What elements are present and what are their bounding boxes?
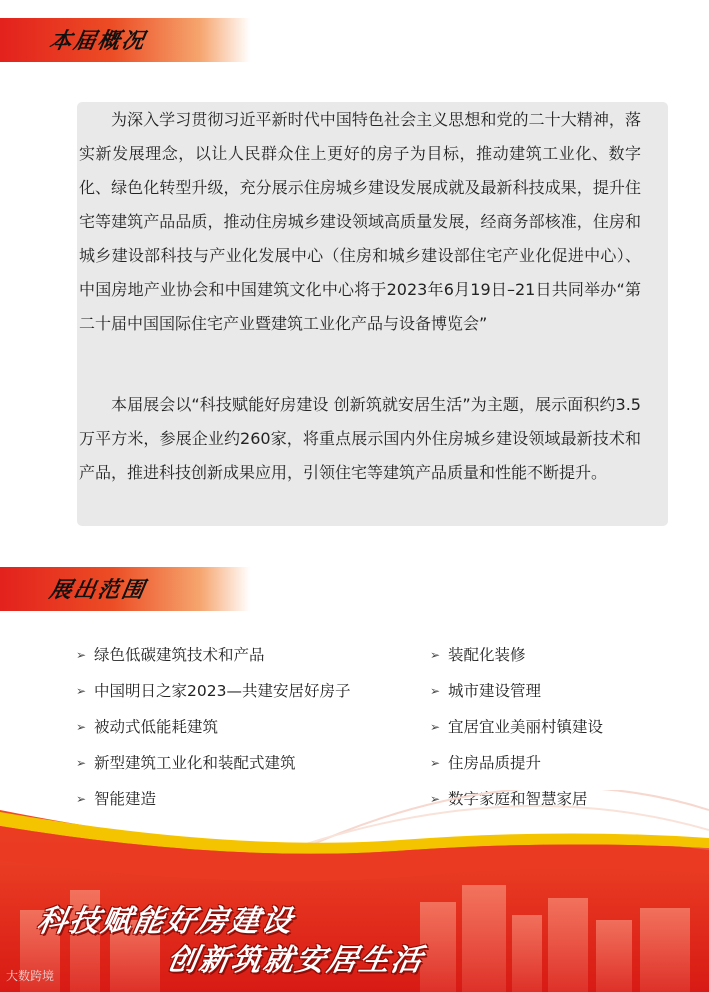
list-item	[430, 673, 700, 709]
section-title-overview: 本届概况	[47, 29, 148, 54]
watermark: 大数跨境	[6, 969, 55, 983]
slogan-line-2: 创新筑就安居生活	[164, 943, 427, 978]
list-item-label: 住房品质提升	[448, 754, 542, 772]
list-item	[430, 637, 700, 673]
arrow-bullet-icon: ➢	[76, 684, 87, 698]
arrow-bullet-icon: ➢	[76, 648, 87, 662]
list-item	[76, 637, 416, 673]
overview-box	[77, 102, 668, 526]
footer-banner	[0, 790, 709, 992]
slogan-line-1: 科技赋能好房建设	[34, 904, 297, 939]
arrow-bullet-icon: ➢	[76, 720, 87, 734]
list-item-label: 被动式低能耗建筑	[94, 718, 219, 736]
arrow-bullet-icon: ➢	[430, 720, 441, 734]
arrow-bullet-icon: ➢	[430, 792, 441, 806]
arrow-bullet-icon: ➢	[76, 756, 87, 770]
list-item-label: 中国明日之家2023—共建安居好房子	[94, 682, 351, 700]
arrow-bullet-icon: ➢	[430, 648, 441, 662]
list-item	[430, 709, 700, 745]
list-item-label: 数字家庭和智慧家居	[448, 790, 588, 808]
overview-paragraph-1: 为深入学习贯彻习近平新时代中国特色社会主义思想和党的二十大精神，落实新发展理念，以让人民群众住上更好的房子为目标，推动建筑工业化、数字化、绿色化转型升级，充分展示住房城乡建设发展成就及最新科技成果，提升住宅等建筑产品品质，推动住房城乡建设领域高质量发展，经商务部核准，住房和城乡建设部科技与产业化发展中心（住房和城乡建设部住宅产业化促进中心）、中国房地产业协会和中国建筑文化中心将于2023年6月19日–21日共同举办“第二十届中国国际住宅产业暨建筑工业化产品与设备博览会”	[79, 110, 641, 333]
section-banner-scope	[0, 567, 250, 611]
arrow-bullet-icon: ➢	[76, 792, 87, 806]
arrow-bullet-icon: ➢	[430, 684, 441, 698]
overview-paragraph-2: 本届展会以“科技赋能好房建设 创新筑就安居生活”为主题，展示面积约3.5万平方米，参展企业约260家，将重点展示国内外住房城乡建设领域最新技术和产品，推进科技创新成果应用，引领住宅等建筑产品质量和性能不断提升。	[79, 395, 641, 482]
list-item	[76, 709, 416, 745]
list-item-label: 城市建设管理	[448, 682, 542, 700]
list-item-label: 新型建筑工业化和装配式建筑	[94, 754, 296, 772]
list-item	[76, 673, 416, 709]
list-item	[76, 745, 416, 781]
list-item-label: 宜居宜业美丽村镇建设	[448, 718, 604, 736]
arrow-bullet-icon: ➢	[430, 756, 441, 770]
section-title-scope: 展出范围	[47, 578, 148, 603]
list-item	[430, 745, 700, 781]
list-item-label: 装配化装修	[448, 646, 526, 664]
section-banner-overview	[0, 18, 250, 62]
list-item-label: 绿色低碳建筑技术和产品	[94, 646, 265, 664]
list-item-label: 智能建造	[94, 790, 157, 808]
